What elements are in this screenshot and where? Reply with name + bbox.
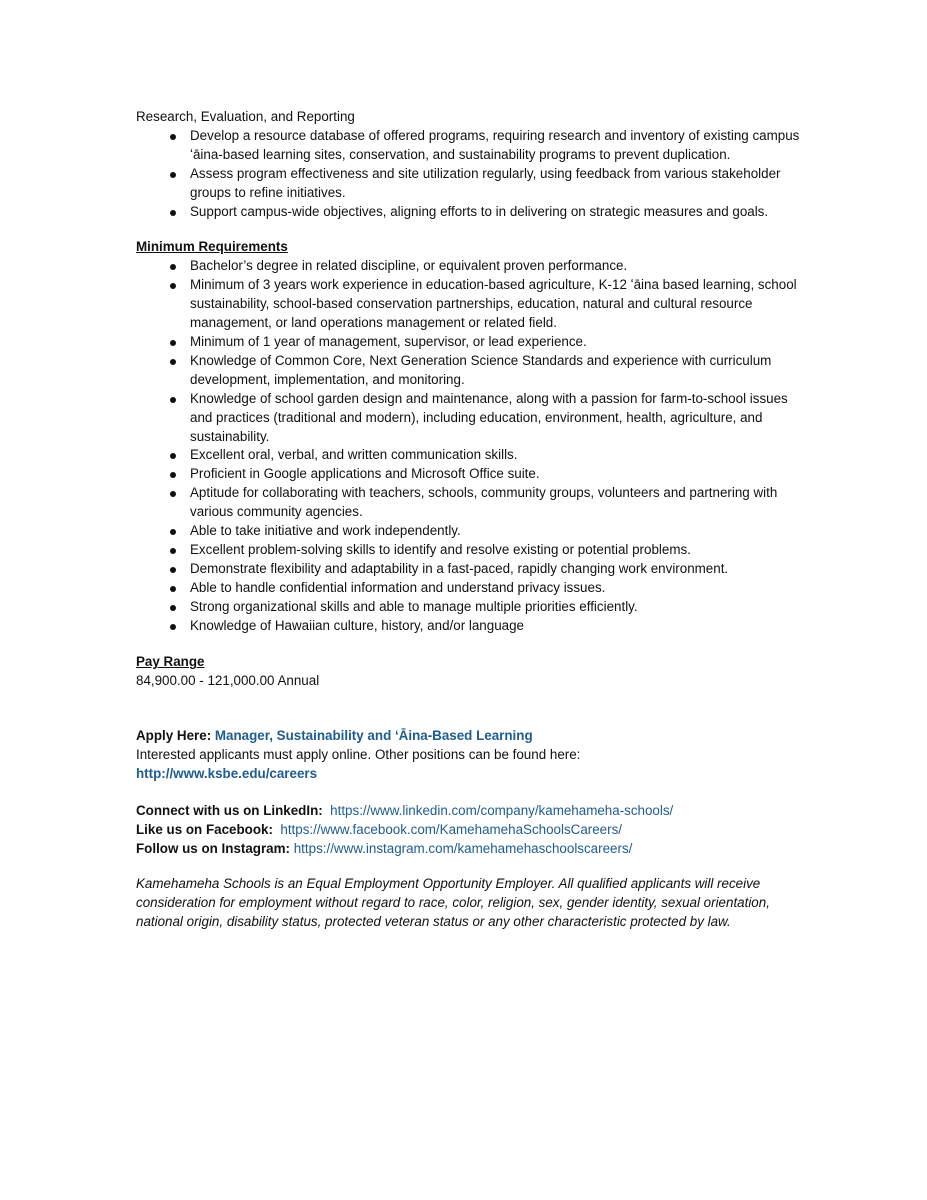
pay-range-heading: Pay Range — [136, 654, 205, 670]
list-item-text: Demonstrate flexibility and adaptability in a fast-paced, rapidly changing work environment. — [190, 560, 729, 576]
bullet-icon — [170, 453, 176, 459]
research-section-title: Research, Evaluation, and Reporting — [136, 109, 355, 124]
instagram-label: Follow us on Instagram: — [136, 840, 290, 856]
list-item — [136, 257, 807, 276]
list-item-text: Able to take initiative and work independently. — [190, 523, 461, 539]
list-item — [136, 352, 807, 390]
bullet-icon — [170, 529, 176, 535]
list-item — [136, 276, 807, 333]
bullet-icon — [170, 491, 176, 497]
list-item — [136, 165, 807, 203]
eeo-statement: Kamehameha Schools is an Equal Employment Opportunity Employer. All qualified applicants will receive consideration for employment without regard to race, color, religion, sex, gender identity, sexual orientation, national origin, disability status, protected veteran status or any other characteristic protected by law. — [136, 875, 770, 929]
list-item — [136, 541, 807, 560]
list-item-text: Knowledge of Hawaiian culture, history, and/or language — [190, 617, 524, 633]
bullet-icon — [170, 340, 176, 346]
bullet-icon — [170, 472, 176, 478]
bullet-icon — [170, 548, 176, 554]
bullet-icon — [170, 567, 176, 573]
apply-label: Apply Here: — [136, 728, 212, 744]
apply-note: Interested applicants must apply online. Other positions can be found here: — [136, 747, 581, 763]
list-item-text: Excellent problem-solving skills to identify and resolve existing or potential problems. — [190, 541, 691, 557]
linkedin-label: Connect with us on LinkedIn: — [136, 803, 323, 818]
list-item-text: Minimum of 1 year of management, supervisor, or lead experience. — [190, 333, 587, 349]
bullet-icon — [170, 359, 176, 365]
requirements-heading: Minimum Requirements — [136, 239, 288, 255]
list-item — [136, 484, 807, 522]
list-item — [136, 465, 807, 484]
list-item-text: Aptitude for collaborating with teachers, schools, community groups, volunteers and partnering with various community agencies. — [190, 485, 778, 520]
bullet-icon — [170, 605, 176, 611]
bullet-icon — [170, 283, 176, 289]
list-item — [136, 390, 807, 447]
list-item — [136, 333, 807, 352]
linkedin-line — [136, 802, 807, 821]
bullet-icon — [170, 624, 176, 630]
apply-job-link[interactable]: Manager, Sustainability and ʻĀina-Based Learning — [214, 728, 533, 744]
pay-range-value: 84,900.00 - 121,000.00 Annual — [136, 673, 320, 689]
facebook-label: Like us on Facebook: — [136, 821, 273, 837]
bullet-icon — [170, 134, 176, 140]
facebook-line — [136, 821, 807, 840]
list-item — [136, 522, 807, 541]
bullet-icon — [170, 586, 176, 592]
facebook-link[interactable]: https://www.facebook.com/KamehamehaSchoolsCareers/ — [280, 821, 622, 837]
apply-line — [136, 727, 807, 746]
list-item-text: Knowledge of school garden design and maintenance, along with a passion for farm-to-school issues and practices (traditional and modern), including education, environment, health, agriculture, and sustainability. — [190, 390, 788, 444]
list-item — [136, 446, 807, 465]
list-item-text: Excellent oral, verbal, and written communication skills. — [190, 447, 518, 463]
list-item-text: Able to handle confidential information and understand privacy issues. — [190, 579, 606, 595]
list-item-text: Proficient in Google applications and Microsoft Office suite. — [190, 466, 540, 482]
careers-link[interactable]: http://www.ksbe.edu/careers — [136, 766, 318, 782]
list-item-text: Assess program effectiveness and site utilization regularly, using feedback from various stakeholder groups to refine initiatives. — [190, 165, 781, 200]
list-item-text: Support campus-wide objectives, aligning efforts to in delivering on strategic measures and goals. — [190, 203, 769, 219]
bullet-icon — [170, 264, 176, 270]
list-item-text: Develop a resource database of offered programs, requiring research and inventory of existing campus ʻāina-based learning sites, conservation, and sustainability programs to prevent duplication. — [190, 127, 800, 162]
bullet-icon — [170, 172, 176, 178]
instagram-link[interactable]: https://www.instagram.com/kamehamehaschoolscareers/ — [293, 840, 633, 856]
requirements-list — [136, 257, 807, 635]
list-item-text: Strong organizational skills and able to manage multiple priorities efficiently. — [190, 598, 638, 614]
list-item — [136, 203, 807, 222]
list-item — [136, 598, 807, 617]
list-item — [136, 127, 807, 165]
list-item-text: Bachelor’s degree in related discipline, or equivalent proven performance. — [190, 258, 628, 274]
list-item-text: Knowledge of Common Core, Next Generation Science Standards and experience with curriculum development, implementation, and monitoring. — [190, 352, 772, 387]
bullet-icon — [170, 397, 176, 403]
list-item-text: Minimum of 3 years work experience in education-based agriculture, K-12 ʻāina based learning, school sustainability, school-based conservation partnerships, education, natural and cultural resource management, or land operations management or related field. — [190, 277, 797, 331]
bullet-icon — [170, 210, 176, 216]
linkedin-link[interactable]: https://www.linkedin.com/company/kamehameha-schools/ — [330, 803, 674, 818]
list-item — [136, 617, 807, 636]
research-list — [136, 127, 807, 222]
list-item — [136, 560, 807, 579]
list-item — [136, 579, 807, 598]
instagram-line — [136, 840, 807, 859]
